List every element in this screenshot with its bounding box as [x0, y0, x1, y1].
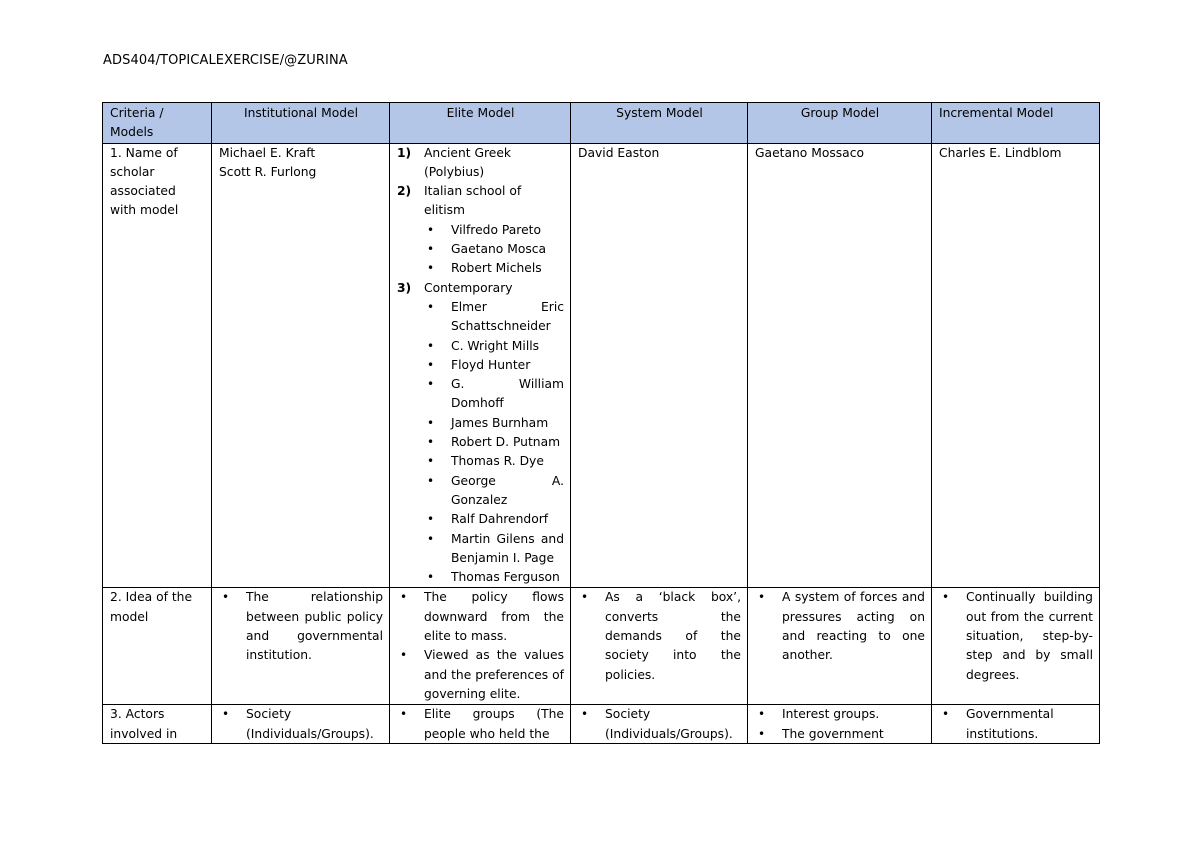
criteria-cell — [103, 705, 212, 744]
list-number: 2) — [397, 184, 412, 199]
list-item — [424, 452, 564, 471]
list-item-label: Elmer Eric Schattschneider — [451, 299, 564, 334]
bullet-icon: • — [400, 707, 408, 722]
list-item-label: Contemporary — [424, 280, 513, 295]
bullet-icon: • — [581, 590, 589, 605]
bullet-icon: • — [427, 454, 435, 469]
bullet-icon: • — [427, 570, 435, 585]
bullet-list — [397, 705, 564, 743]
list-item-label: G. William Domhoff — [451, 377, 564, 411]
bullet-icon: • — [427, 357, 435, 372]
list-item-label: Interest groups. — [782, 707, 880, 722]
list-item-label: Viewed as the values and the preferences of governing elite. — [424, 648, 564, 701]
bullet-icon: • — [427, 242, 435, 257]
list-item-label: Robert Michels — [451, 261, 542, 276]
list-item-label: Thomas Ferguson — [451, 570, 560, 585]
bullet-icon: • — [222, 707, 230, 722]
bullet-icon: • — [942, 707, 950, 722]
list-item-label: The relationship between public policy and governmental institution. — [246, 590, 383, 663]
bullet-list — [755, 588, 925, 665]
list-item-label: Floyd Hunter — [451, 357, 531, 372]
column-header-criteria: Criteria / Models — [103, 103, 212, 144]
list-item-label: Governmental institutions. — [966, 707, 1054, 741]
list-item — [755, 705, 925, 724]
document-header: ADS404/TOPICALEXERCISE/@ZURINA — [103, 53, 348, 68]
list-item — [397, 646, 564, 704]
bullet-icon: • — [942, 590, 950, 605]
bullet-list — [939, 588, 1093, 684]
scholar-name: Michael E. Kraft — [219, 145, 316, 160]
list-item — [424, 375, 564, 414]
list-item — [424, 433, 564, 452]
list-item — [424, 240, 564, 259]
list-item-label: Continually building out from the current situation, step-by-step and by small degrees. — [966, 590, 1093, 682]
cell-clip — [397, 705, 564, 743]
incremental-cell — [932, 588, 1100, 705]
list-item — [219, 588, 383, 665]
list-item-label: Vilfredo Pareto — [451, 222, 541, 237]
list-item — [939, 705, 1093, 743]
bullet-icon: • — [427, 377, 435, 392]
column-header-incremental: Incremental Model — [932, 103, 1100, 144]
criteria-cell: 1. Name of scholar associated with model — [103, 143, 212, 588]
bullet-list — [755, 705, 925, 743]
list-item-label: Martin Gilens and Benjamin I. Page — [451, 531, 564, 565]
system-cell — [571, 588, 748, 705]
bullet-icon: • — [222, 590, 230, 605]
bullet-icon: • — [758, 707, 766, 722]
cell-clip — [939, 705, 1093, 743]
list-item-label: The policy flows downward from the elite to mass. — [424, 590, 564, 644]
list-item — [424, 472, 564, 511]
list-item — [424, 337, 564, 356]
institutional-cell — [212, 143, 390, 588]
bullet-list — [219, 588, 383, 665]
list-item-label: Elite groups (The people who held the — [424, 707, 564, 741]
elite-scholar-list — [397, 144, 564, 588]
criteria-label: 3. Actors involved in — [110, 707, 178, 741]
bullet-icon: • — [427, 415, 435, 430]
column-header-system: System Model — [571, 103, 748, 144]
bullet-icon: • — [427, 222, 435, 237]
bullet-icon: • — [400, 590, 408, 605]
bullet-icon: • — [427, 338, 435, 353]
list-item-label: George A. Gonzalez — [451, 473, 564, 507]
list-item-label: Thomas R. Dye — [451, 454, 544, 469]
criteria-cell: 2. Idea of the model — [103, 588, 212, 705]
list-item-label: Gaetano Mosca — [451, 242, 547, 257]
incremental-cell: Charles E. Lindblom — [932, 143, 1100, 588]
group-cell — [748, 588, 932, 705]
sub-list — [424, 298, 564, 587]
list-item — [397, 144, 564, 183]
bullet-icon: • — [427, 531, 435, 546]
system-cell — [571, 705, 748, 744]
institutional-cell — [212, 588, 390, 705]
list-item-label: C. Wright Mills — [451, 338, 540, 353]
system-cell: David Easton — [571, 143, 748, 588]
list-item-label: A system of forces and pressures acting on and reacting to one another. — [782, 590, 925, 663]
list-item — [424, 259, 564, 278]
bullet-icon: • — [427, 435, 435, 450]
list-item — [424, 568, 564, 587]
list-item — [397, 588, 564, 646]
elite-cell — [390, 143, 571, 588]
table-row — [103, 143, 1100, 588]
bullet-list — [397, 588, 564, 704]
list-item — [424, 356, 564, 375]
list-item — [578, 705, 741, 743]
list-item — [397, 182, 564, 278]
bullet-icon: • — [427, 512, 435, 527]
list-item-label: Society (Individuals/Groups). — [605, 707, 733, 741]
group-cell: Gaetano Mossaco — [748, 143, 932, 588]
list-item-label: Italian school of elitism — [424, 184, 522, 218]
list-item-label: Robert D. Putnam — [451, 435, 561, 450]
column-header-elite: Elite Model — [390, 103, 571, 144]
bullet-list — [219, 705, 383, 743]
list-item-label: The government — [782, 726, 884, 741]
list-item — [755, 588, 925, 665]
list-item — [219, 705, 383, 743]
list-item-label: Ancient Greek (Polybius) — [424, 145, 512, 179]
table-row — [103, 705, 1100, 744]
list-item — [424, 510, 564, 529]
bullet-icon: • — [581, 707, 589, 722]
list-item — [424, 530, 564, 569]
list-item — [397, 279, 564, 588]
bullet-icon: • — [427, 473, 435, 488]
column-header-group: Group Model — [748, 103, 932, 144]
bullet-icon: • — [758, 590, 766, 605]
list-item — [755, 725, 925, 744]
list-item — [424, 298, 564, 337]
elite-cell — [390, 588, 571, 705]
list-item-label: James Burnham — [451, 415, 549, 430]
cell-clip — [755, 705, 925, 743]
elite-cell — [390, 705, 571, 744]
scholar-name: Scott R. Furlong — [219, 164, 317, 179]
list-number: 3) — [397, 280, 412, 295]
list-item — [578, 588, 741, 684]
models-comparison-table — [102, 102, 1100, 744]
list-item-label: As a ‘black box’, converts the demands of the society into the policies. — [605, 590, 741, 682]
table-header-row — [103, 103, 1100, 144]
bullet-icon: • — [758, 726, 766, 741]
column-header-institutional: Institutional Model — [212, 103, 390, 144]
list-item-label: Ralf Dahrendorf — [451, 512, 549, 527]
list-item — [424, 414, 564, 433]
table-row — [103, 588, 1100, 705]
list-item — [397, 705, 564, 743]
cell-clip — [578, 705, 741, 743]
bullet-list — [578, 588, 741, 684]
institutional-cell — [212, 705, 390, 744]
bullet-icon: • — [427, 299, 435, 314]
bullet-list — [578, 705, 741, 743]
list-item — [424, 221, 564, 240]
cell-clip — [219, 705, 383, 743]
bullet-icon: • — [427, 261, 435, 276]
incremental-cell — [932, 705, 1100, 744]
list-number: 1) — [397, 145, 412, 160]
list-item — [939, 588, 1093, 684]
bullet-icon: • — [400, 648, 408, 663]
group-cell — [748, 705, 932, 744]
bullet-list — [939, 705, 1093, 743]
sub-list — [424, 221, 564, 279]
list-item-label: Society (Individuals/Groups). — [246, 707, 374, 741]
